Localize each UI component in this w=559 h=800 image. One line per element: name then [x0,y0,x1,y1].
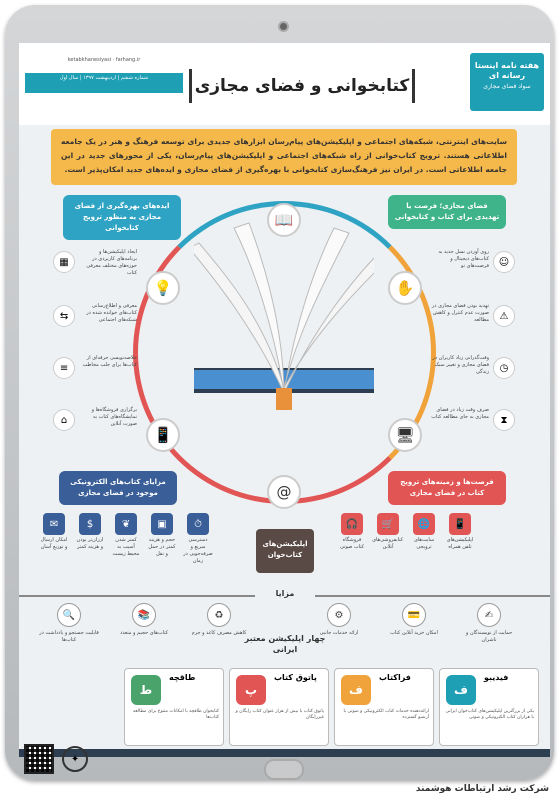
feature-item: ⏱ دسترسی سریع و صرفه‌جویی در زمان [183,513,213,565]
copyright-credit: شرکت رشد ارتباطات هوشمند [415,784,549,794]
opportunity-item: 🛒 کتابفروشی‌های آنلاین [373,513,403,551]
feature-item: ✉ امکان ارسال و توزیع آسان [39,513,69,565]
support-icon: ✍ [477,603,501,627]
monitor-node-icon: 🖥 [388,418,422,452]
send-icon: ✉ [43,513,65,535]
feature-item: ❦ کمتر شدن آسیب به محیط زیست [111,513,141,565]
patoghketab-logo-icon: پ [236,675,266,705]
weekly-badge [470,53,544,111]
advantage-item: 🔍 قابلیت جستجو و یادداشت در کتاب‌ها [39,603,99,644]
advantages-title: مزایا [255,589,315,598]
issue-info: شماره ششم | اردیبهشت ۱۳۹۷ | سال اول [25,73,183,93]
left-item: برگزاری فروشگاه‌ها و نمایشگاه‌های کتاب به صورت آنلاین [91,407,137,427]
callout-promotion-fields: فرصت‌ها و زمینه‌های ترویج کتاب در فضای مجازی [388,471,506,505]
store-icon: ⌂ [53,409,75,431]
taaghche-logo-icon: ط [131,675,161,705]
infographic-screen [19,43,550,757]
warning-icon: ⚠ [493,305,515,327]
page-title: کتابخوانی و فضای مجازی [189,69,415,103]
at-sign-node-icon: @ [267,475,301,509]
app-icon: ▦ [53,251,75,273]
summary-icon: ≡ [53,357,75,379]
app-card-taaghche[interactable]: طاقچه ط کتابخوان طاقچه با امکانات متنوع برای مطالعه کتاب‌ها [124,668,224,746]
hand-node-icon: ✋ [388,271,422,305]
center-app-label: اپلیکیشن‌های کتاب‌خوان [256,529,314,573]
buy-icon: 💳 [402,603,426,627]
advantage-item: 💳 امکان خرید آنلاین کتاب [384,603,444,637]
right-item: وقت‌گذرانی زیاد کاربران در فضای مجازی و تغییر سبک زندگی [432,355,489,375]
audio-icon: 🎧 [341,513,363,535]
share-icon: ⇆ [53,305,75,327]
header-hint: ketabkhanesiyasi · farhang.ir [67,57,141,63]
opportunity-item: 🎧 فروشگاه کتاب صوتی [337,513,367,551]
app-card-fraketab[interactable]: فراکتاب ف ارائه‌دهنده خدمات کتاب الکترونیکی و صوتی با آرشیو گسترده [334,668,434,746]
advantage-item: ✍ حمایت از نویسندگان و ناشران [459,603,519,644]
opportunity-item: 📱 اپلیکیشن‌های تلفن همراه [445,513,475,551]
app-card-fidibo[interactable]: فیدیبو ف یکی از بزرگترین اپلیکیشن‌های کتاب‌خوان ایرانی با هزاران کتاب الکترونیکی و صوتی [439,668,539,746]
home-button[interactable] [264,759,304,780]
feature-item: ▣ حجم و هزینه کمتر در حمل و نقل [147,513,177,565]
opportunities-row [337,513,475,551]
header [19,43,550,125]
left-item: معرفی و اطلاع‌رسانی کتاب‌های خوانده شده در شبکه‌های اجتماعی [86,303,137,323]
feature-item: $ ارزان‌تر بودن و هزینه کمتر [75,513,105,565]
hourglass-icon: ⧗ [493,409,515,431]
bulb-node-icon: 💡 [146,271,180,305]
advantage-item: 📚 کتاب‌های حجیم و متعدد [114,603,174,637]
advantage-item: ♻ کاهش مصرف کاغذ و جرم [189,603,249,637]
callout-ideas: ایده‌های بهره‌گیری از فضای مجازی به منظور ترویج کتابخوانی [63,195,181,240]
screen-footer-bar [19,749,550,757]
leaf-icon: ❦ [115,513,137,535]
web-icon: 🌐 [413,513,435,535]
phone-icon: 📱 [449,513,471,535]
youth-icon: ☺ [493,251,515,273]
search-icon: 🔍 [57,603,81,627]
fidibo-logo-icon: ف [446,675,476,705]
cart-icon: 🛒 [377,513,399,535]
advantage-item: ⚙ ارائه خدمات جانبی [309,603,369,637]
badge-title: هفته نامه اینستا رسانه ای [474,61,540,80]
right-item: صرف وقت زیاد در فضای مجازی به جای مطالعه کتاب [431,407,489,420]
open-book-illustration [194,218,374,438]
box-icon: ▣ [151,513,173,535]
paper-icon: ♻ [207,603,231,627]
right-item: تهدید بودن فضای مجازی در صورت عدم کنترل و کاهش مطالعه [431,303,489,323]
right-item: روی آوردن نسل جدید به کتاب‌های دیجیتال و فرصت‌های نو [438,249,489,269]
book-node-icon: 📖 [267,203,301,237]
intro-text: سایت‌های اینترنتی، شبکه‌های اجتماعی و اپلیکیشن‌های پیام‌رسان ابزارهای جدیدی برای توسعه فرهنگ و هنر در یک جامعه اطلاعاتی هستند. ترویج کتاب‌خوانی از راه شبکه‌های اجتماعی و اپلیکیشن‌های پیام‌رسان، یکی از محورهای جدید در این جامعه اطلاعاتی است. در ایران نیز فرهنگ‌سازی کتابخوانی با بهره‌گیری از فضای مجازی و ایده‌های جدید امکان‌پذیر است. [51,129,517,185]
ebook-features-row [39,513,213,565]
apps-heading: چهار اپلیکیشن معتبر ایرانی [244,634,326,654]
camera-dot [278,21,289,32]
callout-ebook-advantages: مزایای کتاب‌های الکترونیکی موجود در فضای مجازی [59,471,177,505]
left-item: ایجاد اپلیکیشن‌ها و برنامه‌های کاربردی در حوزه‌های مختلف معرفی کتاب [86,249,137,276]
speed-icon: ⏱ [187,513,209,535]
service-icon: ⚙ [327,603,351,627]
books-icon: 📚 [132,603,156,627]
price-icon: $ [79,513,101,535]
qr-code[interactable] [24,744,54,774]
tablet-node-icon: 📱 [146,418,180,452]
fraketab-logo-icon: ف [341,675,371,705]
badge-subtitle: سواد فضای مجازی [483,83,531,91]
callout-opportunity-threat: فضای مجازی؛ فرصت یا تهدیدی برای کتاب و کتابخوانی [388,195,506,229]
app-card-patoghketab[interactable]: پاتوق کتاب پ پاتوق کتاب با بیش از هزار عنوان کتاب رایگان و غیررایگان [229,668,329,746]
clock-icon: ◷ [493,357,515,379]
seal-icon: ✦ [62,746,88,772]
left-item: خلاصه‌نویسی حرفه‌ای از کتاب‌ها برای جلب مخاطب [82,355,137,368]
tablet-frame [5,5,554,780]
opportunity-item: 🌐 سایت‌های ترویجی [409,513,439,551]
